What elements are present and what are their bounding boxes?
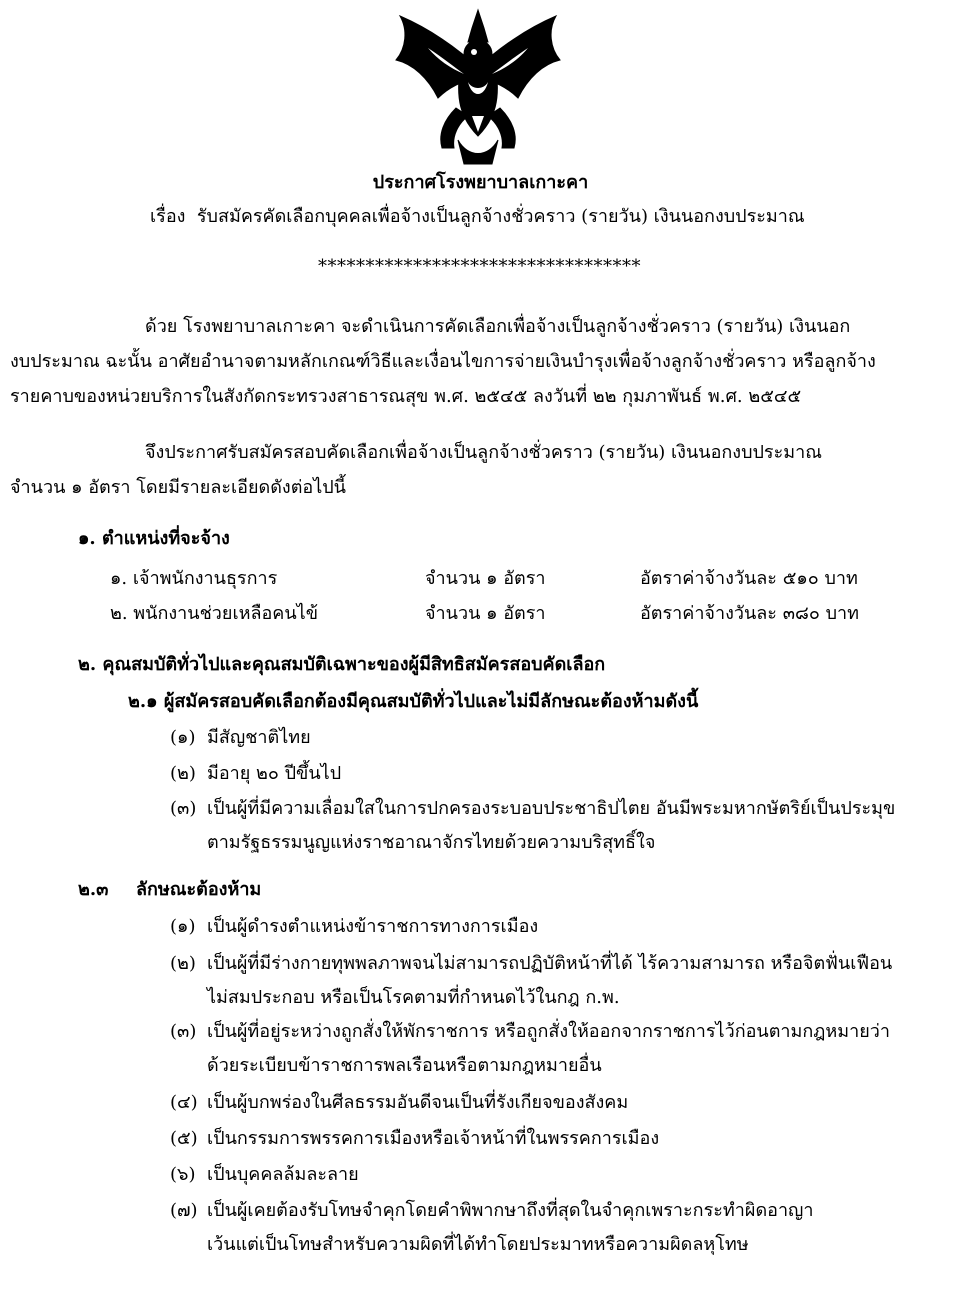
section2-3-heading: ลักษณะต้องห้าม [136,879,262,900]
sub3-item5-text: เป็นกรรมการพรรคการเมืองหรือเจ้าหน้าที่ในพรรคการเมือง [207,1128,660,1149]
sub3-item3-text-line1: เป็นผู้ที่อยู่ระหว่างถูกสั่งให้พักราชการ หรือถูกสั่งให้ออกจากราชการไว้ก่อนตามกฎหมายว่า [207,1021,890,1042]
intro-para1-line2: งบประมาณ ฉะนั้น อาศัยอำนาจตามหลักเกณฑ์วิธีและเงื่อนไขการจ่ายเงินบำรุงเพื่อจ้างลูกจ้างชั่วคราว หรือลูกจ้าง [10,351,876,372]
subject-text: รับสมัครคัดเลือกบุคคลเพื่อจ้างเป็นลูกจ้างชั่วคราว (รายวัน) เงินนอกงบประมาณ [196,206,805,227]
sub3-item7-text-line2: เว้นแต่เป็นโทษสำหรับความผิดที่ได้ทำโดยประมาทหรือความผิดลหุโทษ [207,1234,749,1255]
intro-para1-line3: รายคาบของหน่วยบริการในสังกัดกระทรวงสาธารณสุข พ.ศ. ๒๕๔๕ ลงวันที่ ๒๒ กุมภาพันธ์ พ.ศ. ๒๕๔๕ [10,386,802,407]
intro-para1-line1: ด้วย โรงพยาบาลเกาะคา จะดำเนินการคัดเลือกเพื่อจ้างเป็นลูกจ้างชั่วคราว (รายวัน) เงินนอก [145,316,851,337]
section2-1-heading: ๒.๑ ผู้สมัครสอบคัดเลือกต้องมีคุณสมบัติทั่วไปและไม่มีลักษณะต้องห้ามดังนี้ [128,691,699,712]
sub3-item6-num: (๖) [170,1164,196,1185]
sub3-item4-num: (๔) [170,1092,198,1113]
sub3-item3-num: (๓) [170,1021,197,1042]
sub3-item2-text-line1: เป็นผู้ที่มีร่างกายทุพพลภาพจนไม่สามารถปฏิบัติหน้าที่ได้ ไร้ความสามารถ หรือจิตฟั่นเฟือน [207,953,893,974]
sub1-item1-text: มีสัญชาติไทย [207,727,311,748]
position-1-name: ๑. เจ้าพนักงานธุรการ [110,568,278,589]
sub3-item4-text: เป็นผู้บกพร่องในศีลธรรมอันดีจนเป็นที่รังเกียจของสังคม [207,1092,629,1113]
garuda-emblem [388,8,568,166]
section2-heading: ๒. คุณสมบัติทั่วไปและคุณสมบัติเฉพาะของผู้มีสิทธิสมัครสอบคัดเลือก [78,654,606,675]
sub1-item2-text: มีอายุ ๒๐ ปีขึ้นไป [207,763,342,784]
subject-label: เรื่อง [150,206,186,227]
position-2-wage: อัตราค่าจ้างวันละ ๓๘๐ บาท [640,603,859,624]
sub3-item1-num: (๑) [170,916,196,937]
sub1-item1-num: (๑) [170,727,196,748]
sub3-item3-text-line2: ด้วยระเบียบข้าราชการพลเรือนหรือตามกฎหมายอื่น [207,1055,602,1076]
position-2-count: จำนวน ๑ อัตรา [425,603,546,624]
sub3-item2-num: (๒) [170,953,196,974]
subject-line [150,208,805,226]
sub3-item7-num: (๗) [170,1200,198,1221]
sub3-item5-num: (๕) [170,1128,198,1149]
sub3-item1-text: เป็นผู้ดำรงตำแหน่งข้าราชการทางการเมือง [207,916,539,937]
sub1-item3-num: (๓) [170,798,197,819]
position-1-count: จำนวน ๑ อัตรา [425,568,546,589]
section2-3-num: ๒.๓ [78,879,109,900]
position-2-name: ๒. พนักงานช่วยเหลือคนไข้ [110,603,319,624]
page-title: ประกาศโรงพยาบาลเกาะคา [372,172,589,193]
sub1-item3-text-line1: เป็นผู้ที่มีความเลื่อมใสในการปกครองระบอบประชาธิปไตย อันมีพระมหากษัตริย์เป็นประมุข [207,798,896,819]
sub3-item2-text-line2: ไม่สมประกอบ หรือเป็นโรคตามที่กำหนดไว้ในกฎ ก.พ. [207,987,620,1008]
sub1-item3-text-line2: ตามรัฐธรรมนูญแห่งราชอาณาจักรไทยด้วยความบริสุทธิ์ใจ [207,832,656,853]
sub3-item7-text-line1: เป็นผู้เคยต้องรับโทษจำคุกโดยคำพิพากษาถึงที่สุดในจำคุกเพราะกระทำผิดอาญา [207,1200,814,1221]
section1-heading: ๑. ตำแหน่งที่จะจ้าง [78,528,230,549]
separator: ********************************** [318,256,641,277]
intro-para2-line1: จึงประกาศรับสมัครสอบคัดเลือกเพื่อจ้างเป็นลูกจ้างชั่วคราว (รายวัน) เงินนอกงบประมาณ [145,442,822,463]
sub3-item6-text: เป็นบุคคลล้มละลาย [207,1164,359,1185]
sub1-item2-num: (๒) [170,763,196,784]
position-1-wage: อัตราค่าจ้างวันละ ๕๑๐ บาท [640,568,858,589]
intro-para2-line2: จำนวน ๑ อัตรา โดยมีรายละเอียดดังต่อไปนี้ [10,477,346,498]
